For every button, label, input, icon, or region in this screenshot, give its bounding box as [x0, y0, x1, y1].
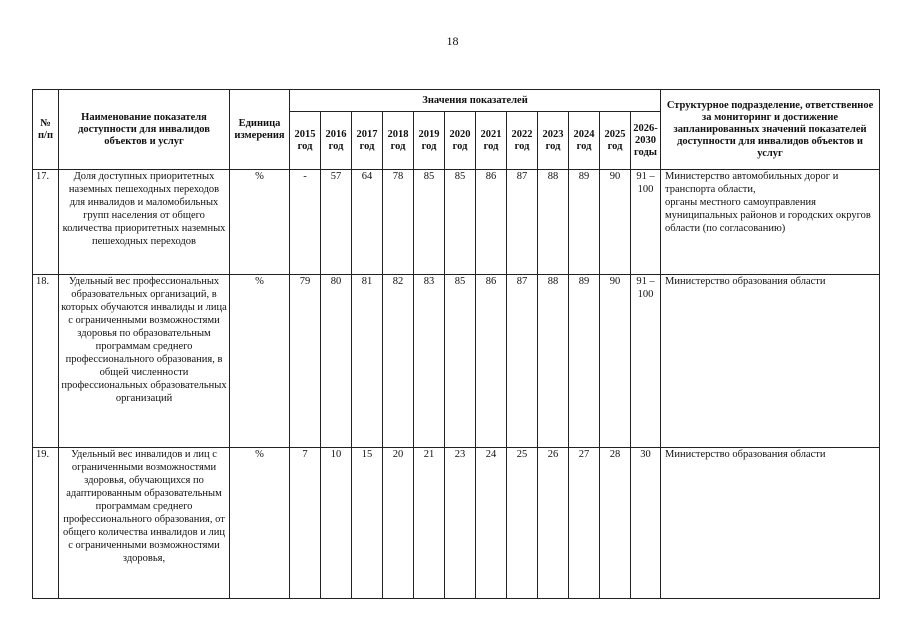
year-header: 2024 год — [569, 112, 600, 170]
value-cell: 88 — [538, 275, 569, 448]
indicator-name: Удельный вес инвалидов и лиц с ограниченными возможностями здоровья, обучающихся по адаптированным образовательным программам среднего профессионального образования, от общего количества инвалидов и лиц с ограниченными возможностями здоровья, — [59, 448, 230, 599]
value-cell: 87 — [507, 275, 538, 448]
indicator-name: Доля доступных приоритетных наземных пешеходных переходов для инвалидов и маломобильных групп населения от общего количества приоритетных наземных пешеходных переходов — [59, 170, 230, 275]
value-cell: 91 – 100 — [631, 170, 661, 275]
value-cell: 24 — [476, 448, 507, 599]
responsible-cell: Министерство образования области — [661, 275, 880, 448]
value-cell: 89 — [569, 275, 600, 448]
header-num: № п/п — [33, 90, 59, 170]
row-number: 18. — [33, 275, 59, 448]
year-header: 2015 год — [290, 112, 321, 170]
value-cell: 27 — [569, 448, 600, 599]
year-header: 2019 год — [414, 112, 445, 170]
year-header: 2022 год — [507, 112, 538, 170]
page-number: 18 — [446, 34, 459, 48]
value-cell: 26 — [538, 448, 569, 599]
value-cell: 89 — [569, 170, 600, 275]
value-cell: 88 — [538, 170, 569, 275]
value-cell: 86 — [476, 170, 507, 275]
value-cell: 90 — [600, 275, 631, 448]
year-header: 2026- 2030 годы — [631, 112, 661, 170]
value-cell: 85 — [445, 275, 476, 448]
year-header: 2018 год — [383, 112, 414, 170]
indicators-table — [32, 89, 880, 599]
value-cell: 57 — [321, 170, 352, 275]
value-cell: 86 — [476, 275, 507, 448]
table-row — [33, 275, 880, 448]
year-header: 2023 год — [538, 112, 569, 170]
value-cell: 15 — [352, 448, 383, 599]
value-cell: 85 — [445, 170, 476, 275]
value-cell: 10 — [321, 448, 352, 599]
year-header: 2021 год — [476, 112, 507, 170]
header-row-top — [33, 90, 880, 112]
value-cell: 78 — [383, 170, 414, 275]
unit-cell: % — [230, 275, 290, 448]
value-cell: 82 — [383, 275, 414, 448]
value-cell: 85 — [414, 170, 445, 275]
row-number: 19. — [33, 448, 59, 599]
year-header: 2016 год — [321, 112, 352, 170]
value-cell: - — [290, 170, 321, 275]
table-row — [33, 170, 880, 275]
value-cell: 91 – 100 — [631, 275, 661, 448]
header-name: Наименование показателя доступности для инвалидов объектов и услуг — [59, 90, 230, 170]
value-cell: 80 — [321, 275, 352, 448]
value-cell: 90 — [600, 170, 631, 275]
unit-cell: % — [230, 448, 290, 599]
value-cell: 20 — [383, 448, 414, 599]
value-cell: 79 — [290, 275, 321, 448]
value-cell: 23 — [445, 448, 476, 599]
value-cell: 64 — [352, 170, 383, 275]
header-unit: Единица измерения — [230, 90, 290, 170]
year-header: 2020 год — [445, 112, 476, 170]
value-cell: 7 — [290, 448, 321, 599]
header-values: Значения показателей — [290, 90, 661, 112]
responsible-cell: Министерство автомобильных дорог и транспорта области, органы местного самоуправления муниципальных районов и городских округов области (по согласованию) — [661, 170, 880, 275]
table-row — [33, 448, 880, 599]
value-cell: 30 — [631, 448, 661, 599]
year-header: 2025 год — [600, 112, 631, 170]
indicator-name: Удельный вес профессиональных образовательных организаций, в которых обучаются инвалиды и лица с ограниченными возможностями здоровья по образовательным программам среднего профессионального образования, в общей численности профессиональных образовательных организаций — [59, 275, 230, 448]
value-cell: 28 — [600, 448, 631, 599]
responsible-cell: Министерство образования области — [661, 448, 880, 599]
value-cell: 87 — [507, 170, 538, 275]
value-cell: 21 — [414, 448, 445, 599]
header-responsible: Структурное подразделение, ответственное за мониторинг и достижение запланированных значений показателей доступности для инвалидов объектов и услуг — [661, 90, 880, 170]
value-cell: 25 — [507, 448, 538, 599]
year-header: 2017 год — [352, 112, 383, 170]
row-number: 17. — [33, 170, 59, 275]
value-cell: 81 — [352, 275, 383, 448]
unit-cell: % — [230, 170, 290, 275]
value-cell: 83 — [414, 275, 445, 448]
